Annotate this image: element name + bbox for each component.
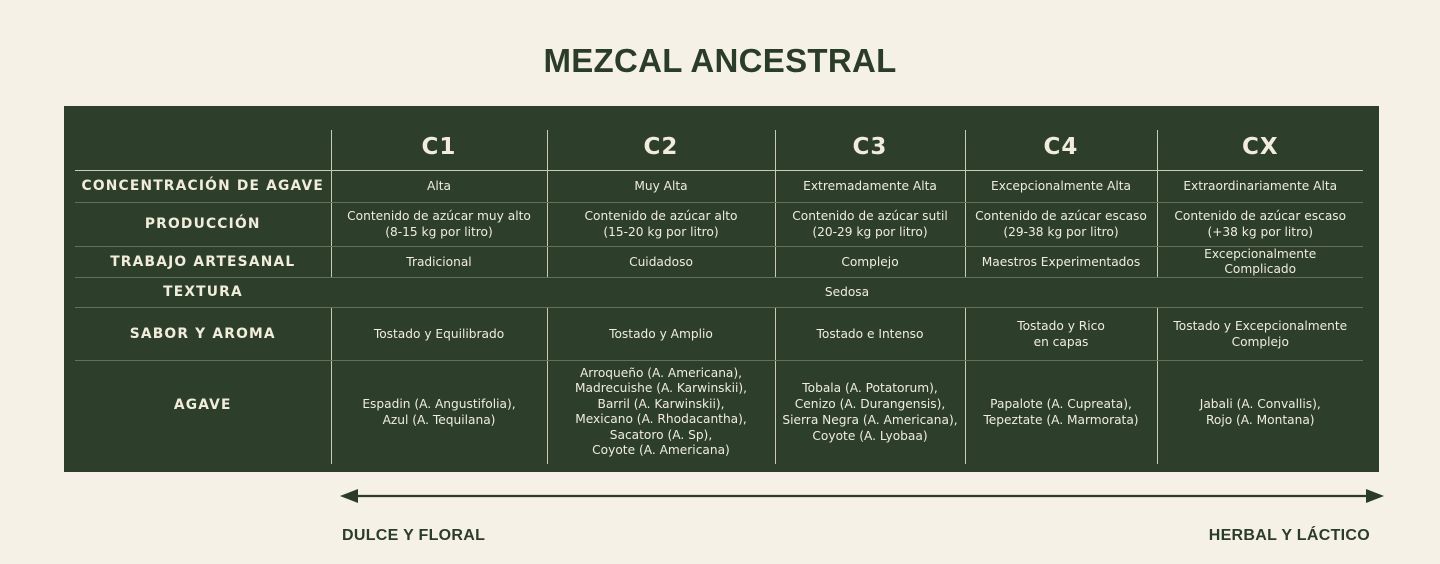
table-cell: Contenido de azúcar escaso (29-38 kg por litro)	[965, 202, 1157, 246]
table-cell: Papalote (A. Cupreata), Tepeztate (A. Marmorata)	[965, 360, 1157, 464]
table-cell: Extremadamente Alta	[775, 170, 965, 202]
table-cell: Tostado y Excepcionalmente Complejo	[1157, 307, 1363, 360]
table-cell: Maestros Experimentados	[965, 246, 1157, 277]
table-cell: Extraordinariamente Alta	[1157, 170, 1363, 202]
table-cell-textura: Sedosa	[331, 277, 1363, 307]
table-cell: Tostado y Amplio	[547, 307, 775, 360]
table-cell: Tostado e Intenso	[775, 307, 965, 360]
double-arrow-icon	[340, 486, 1384, 506]
table-cell: Excepcionalmente Alta	[965, 170, 1157, 202]
column-header-c2: C2	[547, 130, 775, 170]
column-header-c3: C3	[775, 130, 965, 170]
row-label-textura: TEXTURA	[75, 277, 331, 307]
classification-table-panel	[64, 106, 1379, 472]
table-cell: Alta	[331, 170, 547, 202]
table-cell: Contenido de azúcar sutil (20-29 kg por litro)	[775, 202, 965, 246]
scale-left-label: DULCE Y FLORAL	[342, 527, 486, 544]
table-cell: Contenido de azúcar muy alto (8-15 kg por litro)	[331, 202, 547, 246]
row-agave	[75, 360, 1363, 464]
classification-table	[75, 130, 1363, 464]
table-header-row	[75, 130, 1363, 170]
table-cell: Muy Alta	[547, 170, 775, 202]
row-label-sabor-aroma: SABOR Y AROMA	[75, 307, 331, 360]
table-cell: Tostado y Rico en capas	[965, 307, 1157, 360]
row-label-produccion: PRODUCCIÓN	[75, 202, 331, 246]
page-title: MEZCAL ANCESTRAL	[543, 42, 897, 79]
table-cell: Complejo	[775, 246, 965, 277]
row-trabajo-artesanal	[75, 246, 1363, 277]
column-header-c1: C1	[331, 130, 547, 170]
row-sabor-aroma	[75, 307, 1363, 360]
table-cell: Espadin (A. Angustifolia), Azul (A. Tequilana)	[331, 360, 547, 464]
row-label-trabajo-artesanal: TRABAJO ARTESANAL	[75, 246, 331, 277]
table-cell: Tostado y Equilibrado	[331, 307, 547, 360]
table-cell: Tobala (A. Potatorum), Cenizo (A. Durangensis), Sierra Negra (A. Americana), Coyote (A. Lyobaa)	[775, 360, 965, 464]
row-concentracion	[75, 170, 1363, 202]
row-produccion	[75, 202, 1363, 246]
column-header-c4: C4	[965, 130, 1157, 170]
scale-right-label: HERBAL Y LÁCTICO	[1208, 527, 1370, 544]
header-empty-cell	[75, 130, 331, 170]
table-cell: Excepcionalmente Complicado	[1157, 246, 1363, 277]
table-cell: Contenido de azúcar alto (15-20 kg por litro)	[547, 202, 775, 246]
column-header-cx: CX	[1157, 130, 1363, 170]
table-cell: Contenido de azúcar escaso (+38 kg por litro)	[1157, 202, 1363, 246]
row-textura	[75, 277, 1363, 307]
table-cell: Jabali (A. Convallis), Rojo (A. Montana)	[1157, 360, 1363, 464]
row-label-concentracion: CONCENTRACIÓN DE AGAVE	[75, 170, 331, 202]
table-cell: Cuidadoso	[547, 246, 775, 277]
table-cell: Tradicional	[331, 246, 547, 277]
table-cell: Arroqueño (A. Americana), Madrecuishe (A. Karwinskii), Barril (A. Karwinskii), Mexicano (A. Rhodacantha), Sacatoro (A. Sp), Coyote (A. Americana)	[547, 360, 775, 464]
row-label-agave: AGAVE	[173, 396, 232, 413]
